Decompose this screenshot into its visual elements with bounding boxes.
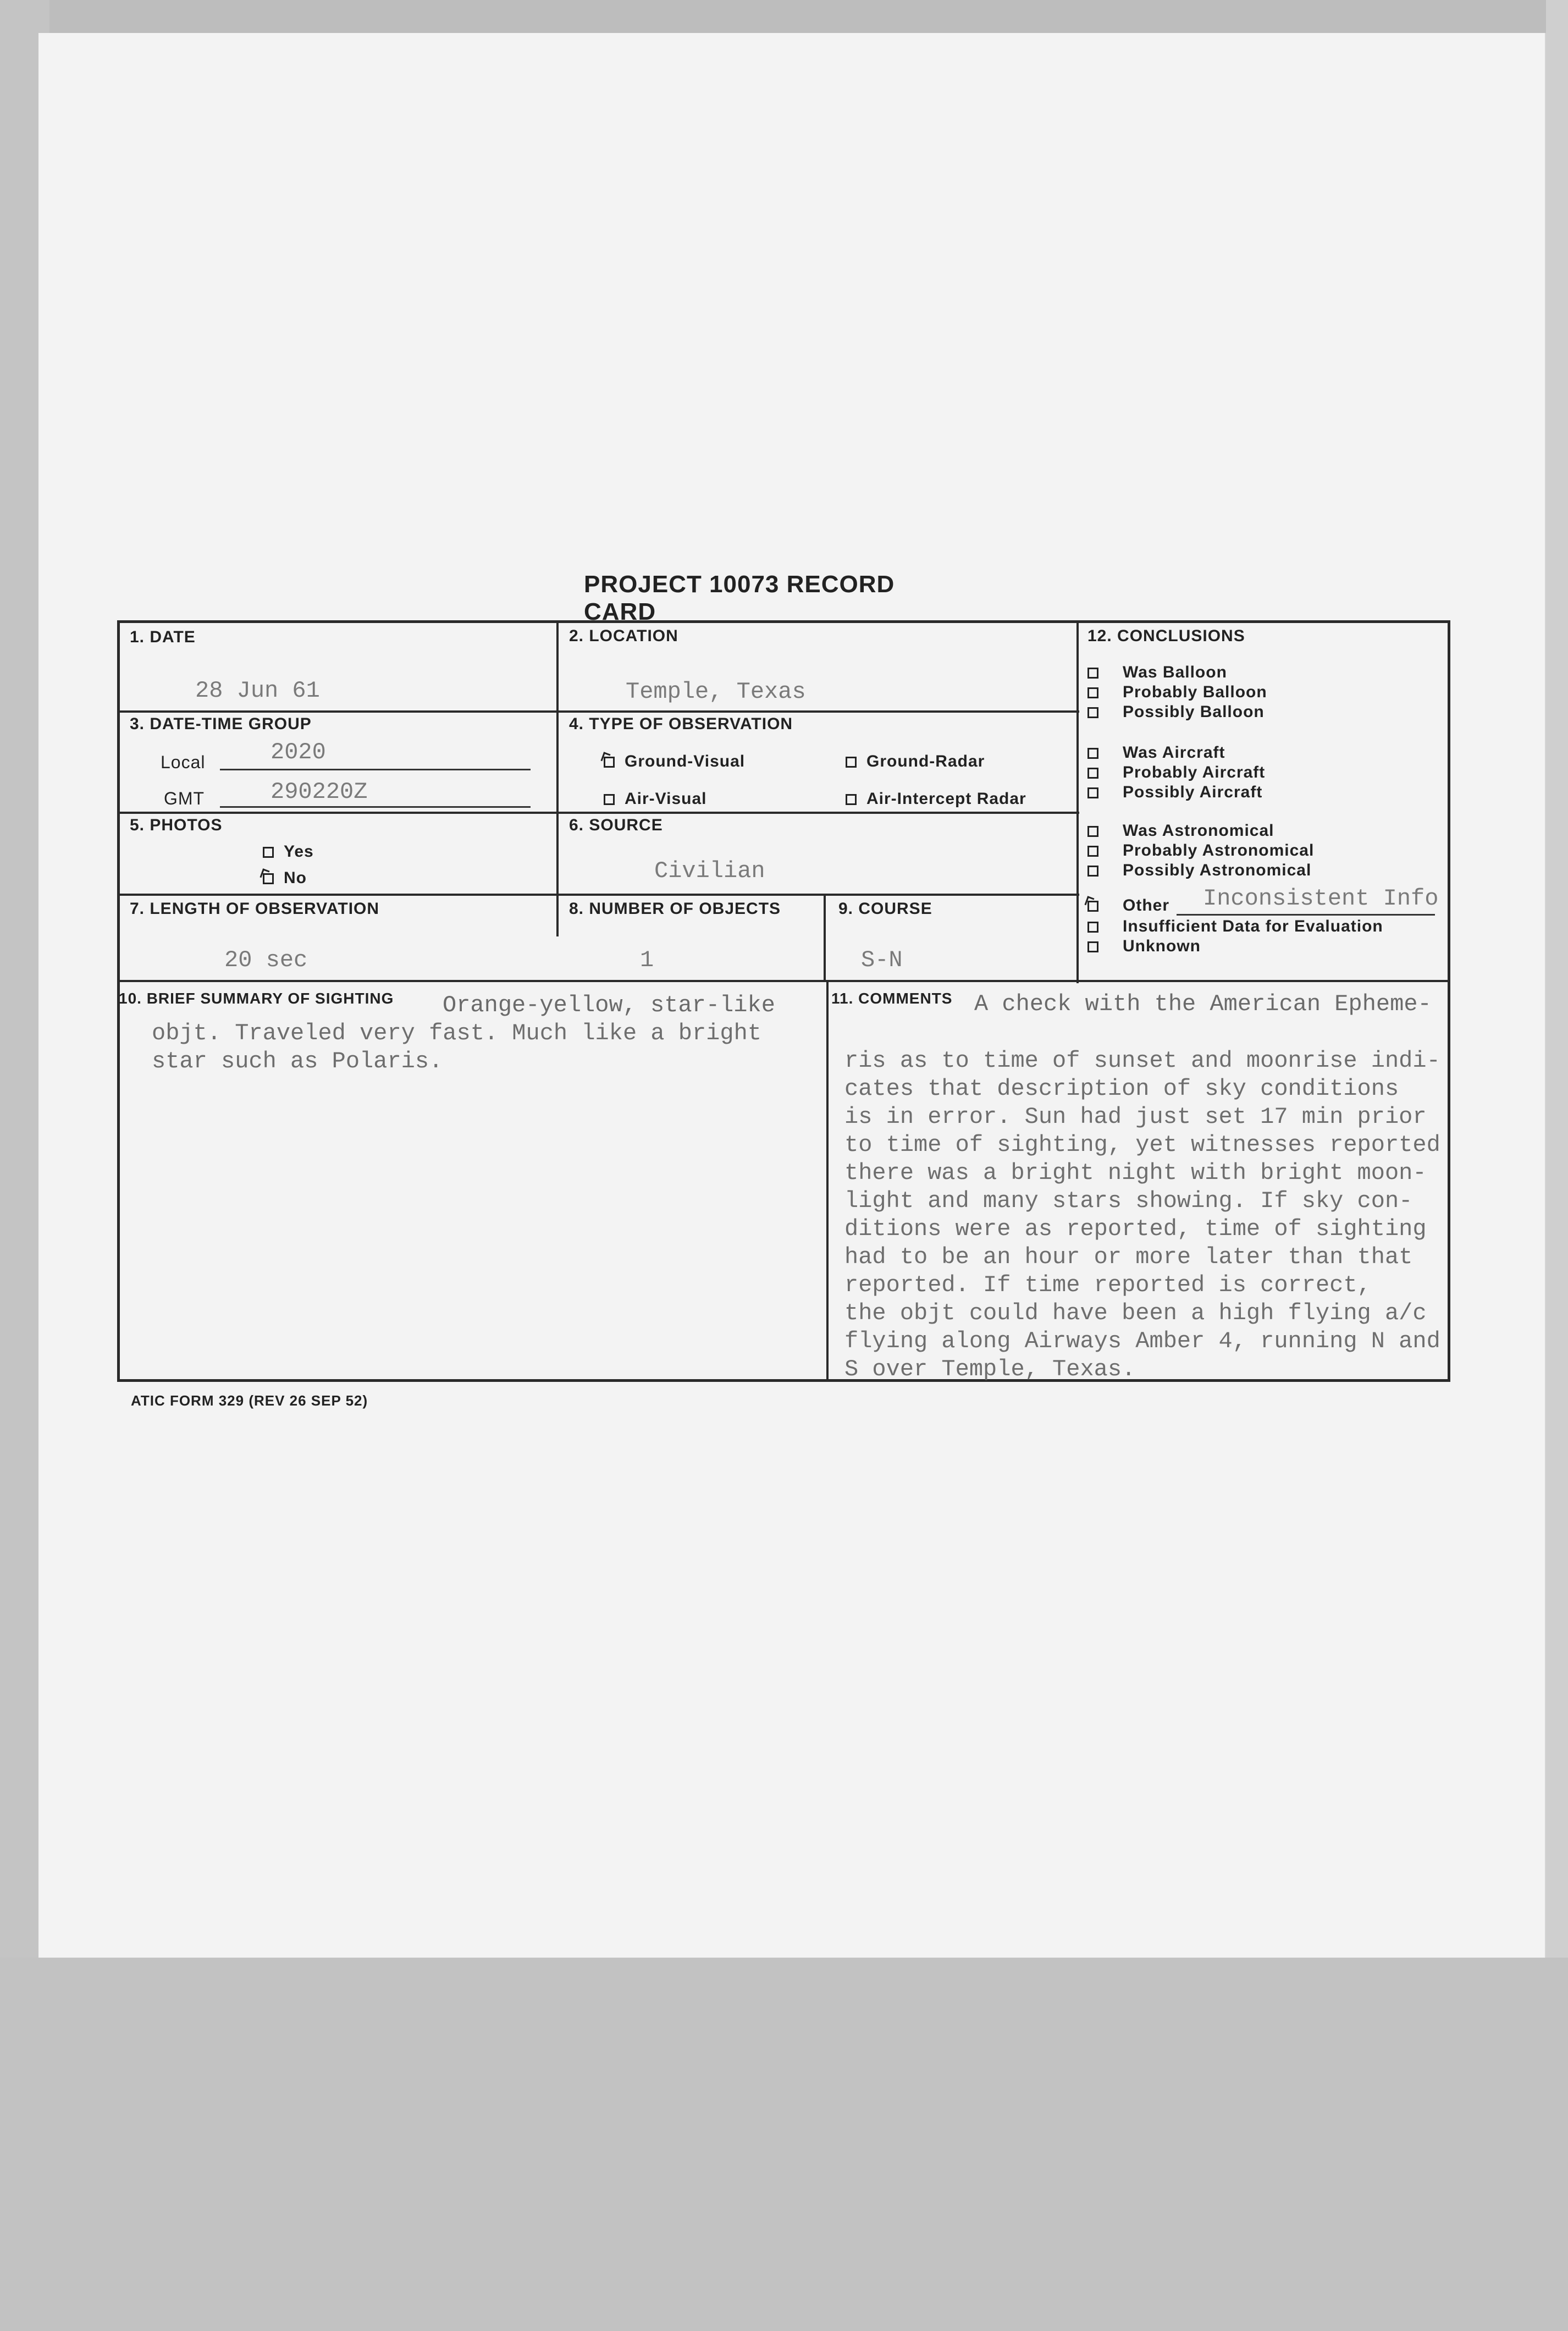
checkbox-icon bbox=[263, 873, 274, 884]
form-number: ATIC FORM 329 (REV 26 SEP 52) bbox=[131, 1392, 368, 1409]
checkbox-icon bbox=[1087, 768, 1098, 779]
checkbox-icon bbox=[846, 794, 857, 805]
date-time-group-label: 3. DATE-TIME GROUP bbox=[130, 715, 312, 733]
conclusion-probably-balloon[interactable]: Probably Balloon bbox=[1087, 683, 1267, 702]
conclusion-other-value: Inconsistent Info bbox=[1203, 885, 1439, 912]
conclusion-possibly-astronomical[interactable]: Possibly Astronomical bbox=[1087, 861, 1311, 880]
type-of-observation-label: 4. TYPE OF OBSERVATION bbox=[569, 715, 793, 733]
divider-v-conclusions bbox=[1076, 620, 1079, 983]
divider-v-location bbox=[556, 620, 559, 936]
gmt-label: GMT bbox=[164, 789, 205, 808]
length-of-observation-label: 7. LENGTH OF OBSERVATION bbox=[130, 900, 380, 918]
summary-label: 10. BRIEF SUMMARY OF SIGHTING bbox=[119, 990, 394, 1007]
option-ground-visual[interactable]: Ground-Visual bbox=[604, 752, 745, 771]
checkbox-icon bbox=[1087, 866, 1098, 877]
divider-h-row2 bbox=[117, 812, 1079, 814]
location-value: Temple, Texas bbox=[626, 679, 806, 705]
checkbox-icon bbox=[263, 847, 274, 858]
checkbox-icon bbox=[1087, 748, 1098, 759]
gmt-value: 290220Z bbox=[270, 779, 368, 805]
option-ground-radar[interactable]: Ground-Radar bbox=[846, 752, 985, 771]
conclusions-label: 12. CONCLUSIONS bbox=[1087, 627, 1245, 645]
divider-v-comments bbox=[826, 982, 829, 1380]
comment-line: cates that description of sky conditions bbox=[844, 1076, 1399, 1102]
comments-first-line: A check with the American Epheme- bbox=[974, 991, 1432, 1017]
conclusion-possibly-aircraft[interactable]: Possibly Aircraft bbox=[1087, 783, 1262, 802]
comment-line: light and many stars showing. If sky con- bbox=[844, 1188, 1413, 1214]
comment-line: reported. If time reported is correct, bbox=[844, 1272, 1371, 1298]
conclusion-possibly-balloon[interactable]: Possibly Balloon bbox=[1087, 703, 1265, 721]
divider-h-row3 bbox=[117, 894, 1079, 896]
checkbox-icon bbox=[604, 757, 615, 768]
conclusion-insufficient-data[interactable]: Insufficient Data for Evaluation bbox=[1087, 917, 1383, 936]
photos-option-yes[interactable]: Yes bbox=[263, 842, 314, 861]
photos-label: 5. PHOTOS bbox=[130, 816, 223, 834]
comment-line: the objt could have been a high flying a/c bbox=[844, 1300, 1427, 1326]
local-time-underline bbox=[220, 769, 531, 770]
conclusion-other[interactable]: Other bbox=[1087, 896, 1169, 915]
source-label: 6. SOURCE bbox=[569, 816, 663, 834]
conclusion-was-astronomical[interactable]: Was Astronomical bbox=[1087, 822, 1274, 840]
comment-line: ditions were as reported, time of sighting bbox=[844, 1216, 1427, 1242]
checkbox-icon bbox=[1087, 826, 1098, 837]
comment-line: flying along Airways Amber 4, running N and bbox=[844, 1328, 1440, 1354]
date-label: 1. DATE bbox=[130, 628, 196, 646]
local-time-label: Local bbox=[161, 752, 206, 772]
option-air-visual[interactable]: Air-Visual bbox=[604, 790, 707, 808]
divider-h-row1 bbox=[117, 710, 1079, 713]
comment-line: to time of sighting, yet witnesses reported bbox=[844, 1132, 1440, 1158]
summary-text bbox=[152, 1020, 761, 1076]
checkbox-icon bbox=[1087, 668, 1098, 679]
comments-text bbox=[844, 1019, 1440, 1412]
number-of-objects-label: 8. NUMBER OF OBJECTS bbox=[569, 900, 781, 918]
summary-line: star such as Polaris. bbox=[152, 1048, 443, 1074]
number-of-objects-value: 1 bbox=[640, 947, 654, 973]
location-label: 2. LOCATION bbox=[569, 627, 678, 645]
checkbox-icon bbox=[1087, 901, 1098, 912]
comment-line: ris as to time of sunset and moonrise indi- bbox=[844, 1048, 1440, 1074]
divider-h-row4 bbox=[117, 980, 1450, 982]
other-underline bbox=[1177, 914, 1435, 916]
date-value: 28 Jun 61 bbox=[195, 677, 320, 704]
checkbox-icon bbox=[1087, 846, 1098, 857]
photo-frame-top bbox=[0, 0, 1568, 33]
course-label: 9. COURSE bbox=[838, 900, 932, 918]
checkbox-icon bbox=[1087, 787, 1098, 798]
checkbox-icon bbox=[846, 757, 857, 768]
comment-line: is in error. Sun had just set 17 min prior bbox=[844, 1104, 1427, 1130]
gmt-underline bbox=[220, 806, 531, 808]
checkbox-icon bbox=[1087, 922, 1098, 933]
course-value: S-N bbox=[861, 947, 903, 973]
source-value: Civilian bbox=[654, 858, 765, 884]
option-air-intercept-radar[interactable]: Air-Intercept Radar bbox=[846, 790, 1026, 808]
summary-first-line: Orange-yellow, star-like bbox=[443, 992, 775, 1018]
conclusion-probably-astronomical[interactable]: Probably Astronomical bbox=[1087, 841, 1314, 860]
summary-line: objt. Traveled very fast. Much like a bright bbox=[152, 1020, 761, 1046]
card-title: PROJECT 10073 RECORD CARD bbox=[584, 571, 895, 625]
comment-line: S over Temple, Texas. bbox=[844, 1356, 1136, 1382]
checkbox-icon bbox=[604, 794, 615, 805]
checkbox-icon bbox=[1087, 687, 1098, 698]
comments-label: 11. COMMENTS bbox=[831, 990, 953, 1007]
checkbox-icon bbox=[1087, 707, 1098, 718]
conclusion-was-aircraft[interactable]: Was Aircraft bbox=[1087, 743, 1225, 762]
conclusion-probably-aircraft[interactable]: Probably Aircraft bbox=[1087, 763, 1265, 782]
conclusion-unknown[interactable]: Unknown bbox=[1087, 937, 1201, 956]
local-time-value: 2020 bbox=[270, 739, 326, 765]
photo-frame-bottom bbox=[0, 1958, 1568, 2331]
divider-v-objects-course bbox=[824, 894, 826, 982]
comment-line: there was a bright night with bright moon- bbox=[844, 1160, 1427, 1186]
conclusion-was-balloon[interactable]: Was Balloon bbox=[1087, 663, 1227, 682]
length-of-observation-value: 20 sec bbox=[224, 947, 308, 973]
photo-frame-right bbox=[1546, 0, 1568, 1958]
checkbox-icon bbox=[1087, 941, 1098, 952]
comment-line: had to be an hour or more later than that bbox=[844, 1244, 1413, 1270]
photos-option-no[interactable]: No bbox=[263, 869, 307, 888]
